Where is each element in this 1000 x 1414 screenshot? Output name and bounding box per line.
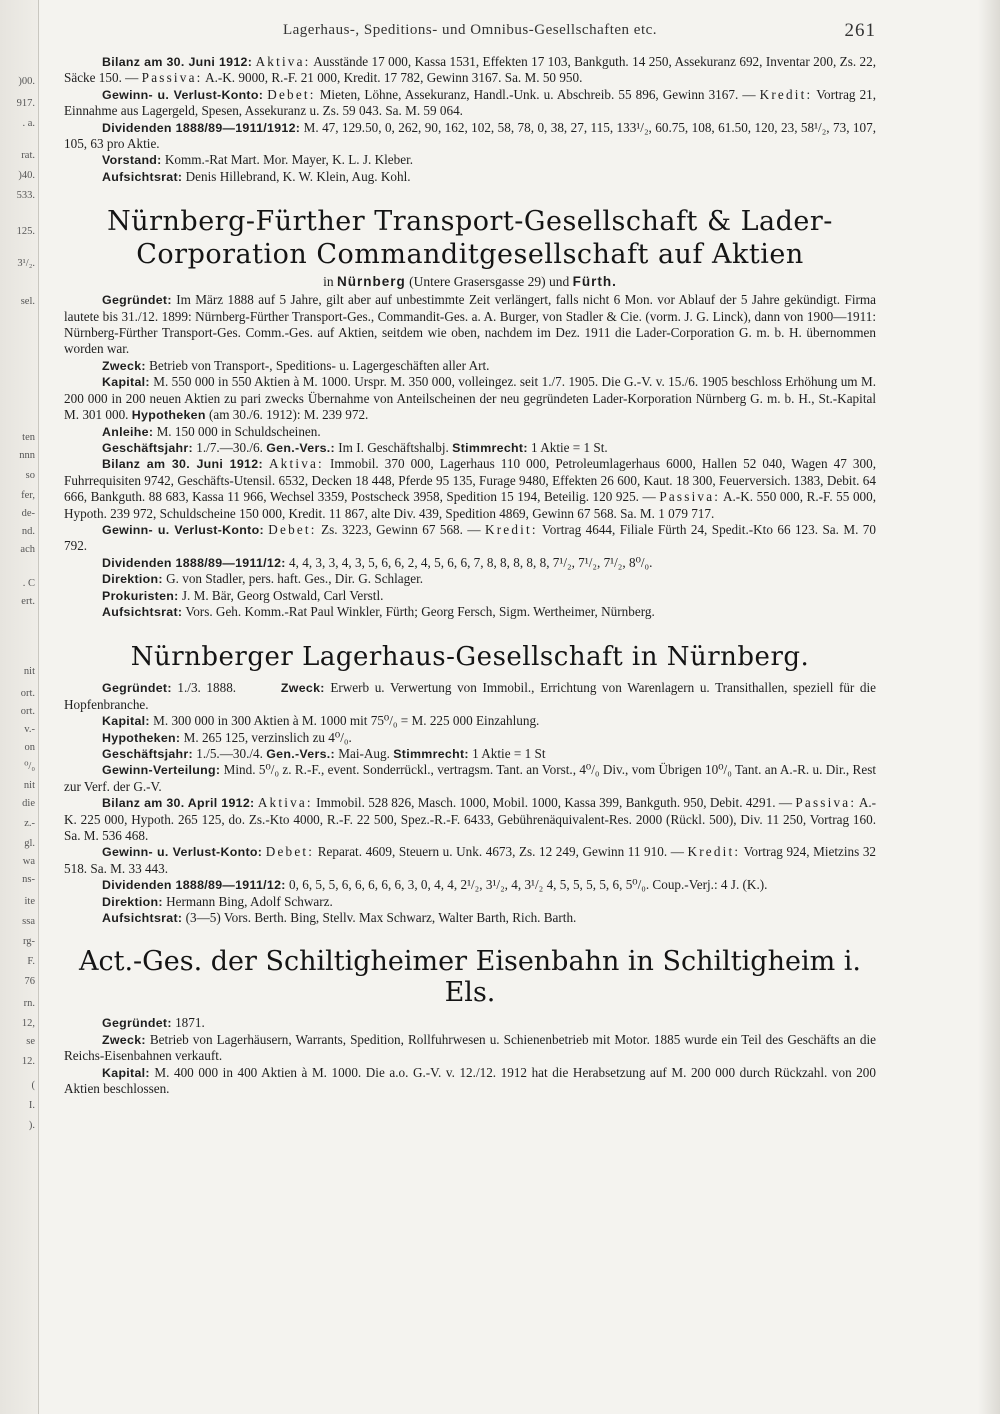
margin-fragment: so [25,470,35,481]
direktion-text: G. von Stadler, pers. haft. Ges., Dir. G. Schlager. [166,571,424,587]
anleihe-text: M. 150 000 in Schuldscheinen. [156,423,321,439]
margin-fragment: nit [23,666,35,677]
aktiva-label: Aktiva: [268,456,324,472]
hypotheken-label: Hypotheken [131,408,206,423]
entry-nuernberger-lagerhaus [64,680,876,926]
gewinn-verteilung-text: Mind. 5⁰/₀ z. R.-F., event. Sonderrückl., vertragsm. Tant. an Vorst., 4⁰/₀ Div., vom Übrigen 10⁰/₀ Tant. an A.-R. u. Dir., Rest zur Verf. der G.-V. [64,762,877,794]
vorstand-label: Vorstand: [102,153,162,168]
kredit-label: Kredit: [759,86,813,102]
margin-fragment: ns- [22,874,35,885]
zweck-text: Betrieb von Transport-, Speditions- u. Lagergeschäften aller Art. [149,357,490,373]
margin-fragment: nit [23,780,35,791]
margin-fragment: 12. [21,1056,35,1067]
aktiva-label: Aktiva: [255,54,311,69]
margin-fragment: rat. [21,150,35,161]
kredit-text: Vortrag 4644, Filiale Fürth 24, Spedit.-Kto 66 123. Sa. M. 70 792. [64,521,876,554]
margin-fragment: nd. [21,526,35,537]
margin-fragment: gl. [24,838,35,849]
direktion-label: Direktion: [102,572,163,587]
margin-fragment: ort. [20,706,35,717]
debet-text: Zs. 3223, Gewinn 67 568. — [321,521,481,537]
passiva-text: A.-K. 9000, R.-F. 21 000, Kredit. 17 782, Gewinn 3167. Sa. M. 50 950. [205,70,583,86]
kredit-text: Vortrag 21, Einnahme aus Lagergeld, Spesen, Assekuranz u. Zs. 59 043. Sa. M. 59 064. [64,86,877,119]
bilanz-label: Bilanz am 30. Juni 1912: [102,457,263,472]
margin-fragment: ssa [22,916,35,927]
kredit-label: Kredit: [687,844,741,860]
entry-schiltigheimer [64,1015,876,1097]
gen-vers-label: Gen.-Vers.: [266,440,335,455]
direktion-text: Hermann Bing, Adolf Schwarz. [166,893,333,909]
margin-fragment: I. [28,1100,35,1111]
margin-fragment: rn. [23,998,35,1009]
loc-city-nuernberg: Nürnberg [337,274,406,290]
dividenden-text: M. 47, 129.50, 0, 262, 90, 162, 102, 58, 78, 0, 38, 27, 115, 133¹/₂, 60.75, 108, 61.50, 120, 23, 58¹/₂, 73, 107, 105, 63 pro Aktie. [64,119,876,152]
document-page [64,22,876,1098]
stimmrecht-label: Stimmrecht: [393,747,469,761]
geschaeftsjahr-label: Geschäftsjahr: [102,747,193,761]
dividenden-text: 0, 6, 5, 5, 6, 6, 6, 6, 6, 3, 0, 4, 4, 2¹/₂, 3¹/₂, 4, 3¹/₂ 4, 5, 5, 5, 5, 6, 5⁰/₀. Coup.-Verj.: 4 J. (K.). [289,877,768,893]
passiva-text: A.-K. 550 000, R.-F. 55 000, Hypoth. 239 972, Schuldscheine 150 000, Kredit. 11 867, alte Div. 439, Spedition 4869, Gewinn 67 568. Sa. M. 1 079 717. [64,489,877,521]
prokuristen-text: J. M. Bär, Georg Ostwald, Carl Verstl. [181,587,384,603]
running-header [64,22,876,54]
margin-fragment: ). [28,1120,35,1131]
margin-fragment: F. [27,956,35,967]
gegruendet-label: Gegründet: [102,681,172,696]
kapital-label: Kapital: [102,714,150,729]
margin-fragment: v.- [24,724,35,735]
gegruendet-label: Gegründet: [102,1016,172,1031]
gen-vers-label: Gen.-Vers.: [266,747,335,761]
kredit-label: Kredit: [484,521,538,537]
kapital-label: Kapital: [102,1065,150,1080]
geschaeftsjahr-text: 1./5.—30./4. [196,746,263,761]
running-header-text: Lagerhaus-, Speditions- und Omnibus-Gesellschaften etc. [282,22,658,38]
left-page-margin [0,0,39,1414]
margin-fragment: on [24,742,35,753]
aktiva-label: Aktiva: [257,795,313,811]
debet-text: Mieten, Löhne, Assekuranz, Handl.-Unk. u. Abschreib. 55 896, Gewinn 3167. — [319,86,756,102]
aufsichtsrat-label: Aufsichtsrat: [102,911,183,926]
guv-label: Gewinn- u. Verlust-Konto: [102,87,264,102]
aufsichtsrat-label: Aufsichtsrat: [102,604,183,619]
debet-label: Debet: [265,844,315,860]
margin-fragment: sel. [20,296,35,307]
margin-fragment: 12, [21,1018,35,1029]
gegruendet-text: 1./3. 1888. [177,680,237,696]
prokuristen-label: Prokuristen: [102,588,179,603]
gewinn-verteilung-label: Gewinn-Verteilung: [102,763,221,778]
margin-fragment: 917. [16,98,35,109]
entry-title-nuernberg-fuerther [64,205,876,271]
passiva-label: Passiva: [795,795,857,811]
dividenden-label: Dividenden 1888/89—1911/12: [102,555,286,570]
geschaeftsjahr-text: 1./7.—30./6. [196,439,263,455]
margin-fragment: de- [21,508,35,519]
aktiva-text: Immobil. 528 826, Masch. 1000, Mobil. 1000, Kassa 399, Bankguth. 950, Debit. 4291. — [316,795,793,811]
stimmrecht-text: 1 Aktie = 1 St [472,746,546,761]
margin-fragment: 125. [16,226,35,237]
zweck-text: Erwerb u. Verwertung von Immobil., Errichtung von Warenlagern u. Transithallen, speziell für die Hopfenbranche. [64,680,877,712]
margin-fragment: ach [20,544,35,555]
entry-nuernberg-fuerther [64,292,876,620]
hypotheken-text: M. 265 125, verzinslich zu 4⁰/₀. [183,729,352,745]
margin-fragment: ten [22,432,35,443]
margin-fragment: nnn [19,450,35,461]
aktiva-text: Immobil. 370 000, Lagerhaus 110 000, Petroleumlagerhaus 6000, Hallen 52 040, Wagen 47 300, Fuhrrequisiten 9742, Geschäfts-Utensil. 6532, Decken 18 448, Pferde 95 135, Furage 9480, Effekten 26 600, Kaut. 18 300, Feuerversich. 1383, Debit. 64 666, Bankguth. 88 683, Kassa 11 966, Wechsel 3359, Postscheck 3958, Spedition 15 194, Beteilig. 120 925. — [64,456,876,505]
gen-vers-text: Mai-Aug. [338,746,390,761]
title-line-2: Corporation Commanditgesellschaft auf Aktien [136,239,804,271]
bilanz-label: Bilanz am 30. April 1912: [102,796,255,811]
gegruendet-text: Im März 1888 auf 5 Jahre, gilt aber auf unbestimmte Zeit verlängert, falls nicht 6 Mon. vor Ablauf der 5 Jahre gekündigt. Firma lautete bis 31./12. 1899: Nürnberg-Fürther Transport-Ges., Commandit-Ges. a. A. Burger, von Stadler & Cie. (vorm. J. G. Linck), dann von 1900—1911: Nürnberg-Fürther Transport-Ges. Comm.-Ges. auf Aktien, seitdem wie oben, nachdem im Dez. 1911 die Lader-Corporation G. m. b. H. übernommen worden war. [64,292,877,357]
gen-vers-text: Im I. Geschäftshalbj. [338,439,449,455]
margin-fragment: 533. [16,190,35,201]
gegruendet-label: Gegründet: [102,293,172,308]
aktiva-text: Ausstände 17 000, Kassa 1531, Effekten 17 103, Bankguth. 14 250, Assekuranz 692, Inventar 200, Zs. 22, Säcke 150. — [64,54,877,86]
dividenden-text: 4, 4, 3, 3, 4, 3, 5, 6, 6, 2, 4, 5, 6, 6, 7, 8, 8, 8, 8, 8, 7¹/₂, 7¹/₂, 7¹/₂, 8⁰/₀. [289,554,653,570]
margin-fragment: z.- [24,818,35,829]
margin-fragment: ort. [20,688,35,699]
loc-city-fuerth: Fürth. [572,274,617,290]
margin-fragment: ( [31,1080,35,1091]
stimmrecht-label: Stimmrecht: [452,440,528,455]
margin-fragment: . a. [22,118,35,129]
margin-fragment: 3¹/₂. [17,258,35,269]
geschaeftsjahr-label: Geschäftsjahr: [102,440,193,455]
margin-fragment: wa [22,856,35,867]
margin-fragment: )40. [18,170,35,181]
entry-title-nuernberger-lagerhaus: Nürnberger Lagerhaus-Gesellschaft in Nürnberg. [130,642,810,673]
page-number: 261 [844,20,876,41]
dividenden-label: Dividenden 1888/89—1911/12: [102,878,286,893]
aufsichtsrat-text: Denis Hillebrand, K. W. Klein, Aug. Kohl. [185,168,411,184]
stimmrecht-text: 1 Aktie = 1 St. [531,439,608,455]
kapital-text: M. 550 000 in 550 Aktien à M. 1000. Urspr. M. 350 000, volleingez. seit 1./7. 1905. Die G.-V. v. 15./6. 1905 beschloss Erhöhung um M. 200 000 in 200 neuen Aktien zu pari zwecks Übernahme von Anteilscheinen der neu gegründeten Lader-Korporation Nürnberg G. m. b. H., St.-Kapital M. 301 000. [64,374,876,423]
direktion-label: Direktion: [102,894,163,909]
margin-fragment: ite [24,896,35,907]
kapital-text: M. 300 000 in 300 Aktien à M. 1000 mit 75⁰/₀ = M. 225 000 Einzahlung. [153,713,540,729]
loc-in: in [323,274,334,290]
guv-label: Gewinn- u. Verlust-Konto: [102,845,263,860]
dividenden-label: Dividenden 1888/89—1911/1912: [102,120,301,135]
entry-lagerhaus-continuation [64,54,876,185]
margin-fragment: ⁰/₀ [24,761,35,772]
aufsichtsrat-label: Aufsichtsrat: [102,169,183,184]
vorstand-text: Komm.-Rat Mart. Mor. Mayer, K. L. J. Kleber. [164,152,414,168]
debet-label: Debet: [267,86,316,102]
kredit-text: Vortrag 924, Mietzins 32 518. Sa. M. 33 443. [64,844,877,876]
entry-location [64,274,876,290]
passiva-label: Passiva: [141,70,203,86]
margin-fragment: )00. [18,76,35,87]
margin-fragment: se [26,1036,35,1047]
zweck-text: Betrieb von Lagerhäusern, Warrants, Spedition, Rollfuhrwesen u. Schienenbetrieb mit Motor. 1885 wurde ein Teil des Geschäfts an die Reichs-Eisenbahnen verkauft. [64,1031,877,1064]
margin-fragment: die [22,798,35,809]
margin-fragment: ert. [21,596,35,607]
bilanz-label: Bilanz am 30. Juni 1912: [102,55,253,69]
margin-fragment: . C [22,578,35,589]
entry-title-schiltigheimer: Act.-Ges. der Schiltigheimer Eisenbahn in Schiltigheim i. Els. [79,946,861,1009]
hypotheken-text: (am 30./6. 1912): M. 239 972. [209,407,369,423]
hypotheken-label: Hypotheken: [102,730,181,745]
margin-fragment: rg- [22,936,35,947]
debet-text: Reparat. 4609, Steuern u. Unk. 4673, Zs. 12 249, Gewinn 11 910. — [317,844,684,860]
zweck-label: Zweck: [102,1032,146,1047]
margin-fragment: fer, [21,490,35,501]
passiva-label: Passiva: [659,489,721,505]
margin-fragment: 76 [24,976,35,987]
right-page-edge [978,0,1000,1414]
anleihe-label: Anleihe: [102,424,154,439]
loc-address: (Untere Grasersgasse 29) und [409,274,570,290]
kapital-text: M. 400 000 in 400 Aktien à M. 1000. Die a.o. G.-V. v. 12./12. 1912 hat die Herabsetzung auf M. 200 000 durch Rückzahl. von 200 Aktien beschlossen. [64,1064,876,1097]
zweck-label: Zweck: [280,681,325,696]
title-line-1: Nürnberg-Fürther Transport-Gesellschaft & Lader- [107,206,833,238]
guv-label: Gewinn- u. Verlust-Konto: [102,522,264,537]
passiva-text: A.-K. 225 000, Hypoth. 265 125, do. Zs.-Kto 4000, R.-F. 22 500, Spez.-R.-F. 6433, Gebührenäquivalent-Res. 2000 (Rückl. 500), Div. 11 250, Vortrag 160. Sa. M. 536 468. [64,795,877,844]
zweck-label: Zweck: [102,358,146,373]
debet-label: Debet: [268,521,317,537]
aufsichtsrat-text: Vors. Geh. Komm.-Rat Paul Winkler, Fürth; Georg Fersch, Sigm. Wertheimer, Nürnberg. [185,603,655,619]
gegruendet-text: 1871. [175,1015,205,1031]
kapital-label: Kapital: [102,375,150,390]
aufsichtsrat-text: (3—5) Vors. Berth. Bing, Stellv. Max Schwarz, Walter Barth, Rich. Barth. [185,910,577,926]
